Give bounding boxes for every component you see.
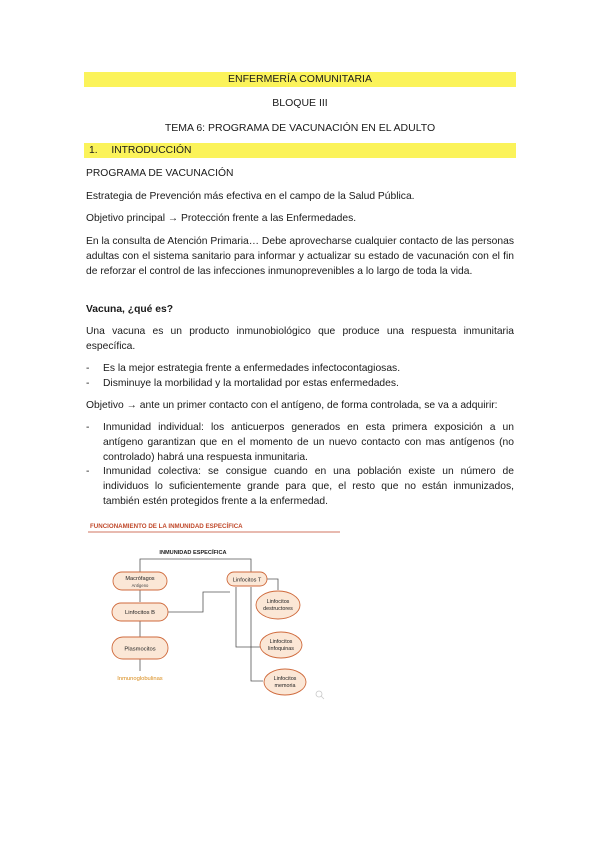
course-title: ENFERMERÍA COMUNITARIA (228, 73, 372, 85)
node-linfocitos-destructores (256, 591, 300, 619)
memoria-line-1: Linfocitos (273, 676, 297, 682)
paragraph-5: Objetivo → ante un primer contacto con el antígeno, de forma controlada, se va a adquirir: (86, 400, 498, 411)
antigeno-label: Antígeno (131, 583, 149, 588)
bullet-dash: - (86, 378, 90, 389)
node-linfocitos-memoria (264, 669, 306, 695)
bullet-dash: - (86, 363, 90, 374)
topic-title: TEMA 6: PROGRAMA DE VACUNACIÓN EN EL ADULTO (164, 122, 436, 134)
zoom-icon (316, 691, 324, 699)
paragraph-1: Estrategia de Prevención más efectiva en el campo de la Salud Pública. (86, 191, 415, 202)
destructores-line-1: Linfocitos (266, 599, 290, 605)
paragraph-4: Una vacuna es un producto inmunobiológico que produce una respuesta inmunitaria específica. (86, 326, 514, 353)
section-heading (89, 143, 517, 158)
inmunoglobulinas-label: Inmunoglobulinas (117, 676, 163, 682)
macrofagos-label: Macrófagos (125, 576, 155, 582)
paragraph-3: En la consulta de Atención Primaria… Debe aprovecharse cualquier contacto de las personas adultas con el sistema sanitario para informar y actualizar su estado de vacunación con el fin de reforzar el control de las infecciones inmunoprevenibles a lo largo de toda la vida. (86, 236, 514, 278)
node-linfocitos-b (112, 603, 168, 621)
list-item-text: Disminuye la morbilidad y la mortalidad por estas enfermedades. (103, 378, 399, 389)
question-heading: Vacuna, ¿qué es? (86, 304, 173, 315)
list-item-text: Inmunidad colectiva: se consigue cuando en una población existe un número de individuos lo suficientemente grande para que, el resto que no están inmunizados, también estén protegidos frente a la enfermedad. (103, 466, 514, 508)
list-item-text: Inmunidad individual: los anticuerpos generados en esta primera exposición a un antígeno garantizan que en el momento de un nuevo contacto con mas antígenos (no controlado) habrá una respuesta inmunitaria. (103, 422, 514, 464)
linfoquinas-line-2: linfoquinas (268, 646, 294, 652)
section-number: 1. (89, 145, 98, 156)
node-plasmocitos (112, 637, 168, 659)
node-linfocitos-t (227, 572, 267, 586)
bullet-dash: - (86, 466, 90, 477)
root-label: INMUNIDAD ESPECÍFICA (159, 550, 227, 556)
linfocitos-b-label: Linfocitos B (125, 610, 155, 616)
plasmocitos-label: Plasmocitos (124, 646, 156, 653)
subheading: PROGRAMA DE VACUNACIÓN (86, 168, 234, 179)
linfoquinas-line-1: Linfocitos (269, 639, 293, 645)
linfocitos-t-label: Linfocitos T (232, 577, 262, 584)
node-macrofagos (113, 572, 167, 590)
bullet-dash: - (86, 422, 90, 433)
figure-title: FUNCIONAMIENTO DE LA INMUNIDAD ESPECÍFICA (90, 523, 243, 530)
immunity-diagram (88, 519, 340, 702)
section-title: INTRODUCCIÓN (111, 145, 192, 156)
memoria-line-2: memoria (274, 683, 296, 689)
destructores-line-2: destructores (263, 606, 293, 612)
node-linfocitos-linfoquinas (260, 632, 302, 658)
paragraph-2: Objetivo principal → Protección frente a las Enfermedades. (86, 213, 357, 224)
list-item-text: Es la mejor estrategia frente a enfermedades infectocontagiosas. (103, 363, 401, 374)
block-title: BLOQUE III (272, 97, 328, 109)
